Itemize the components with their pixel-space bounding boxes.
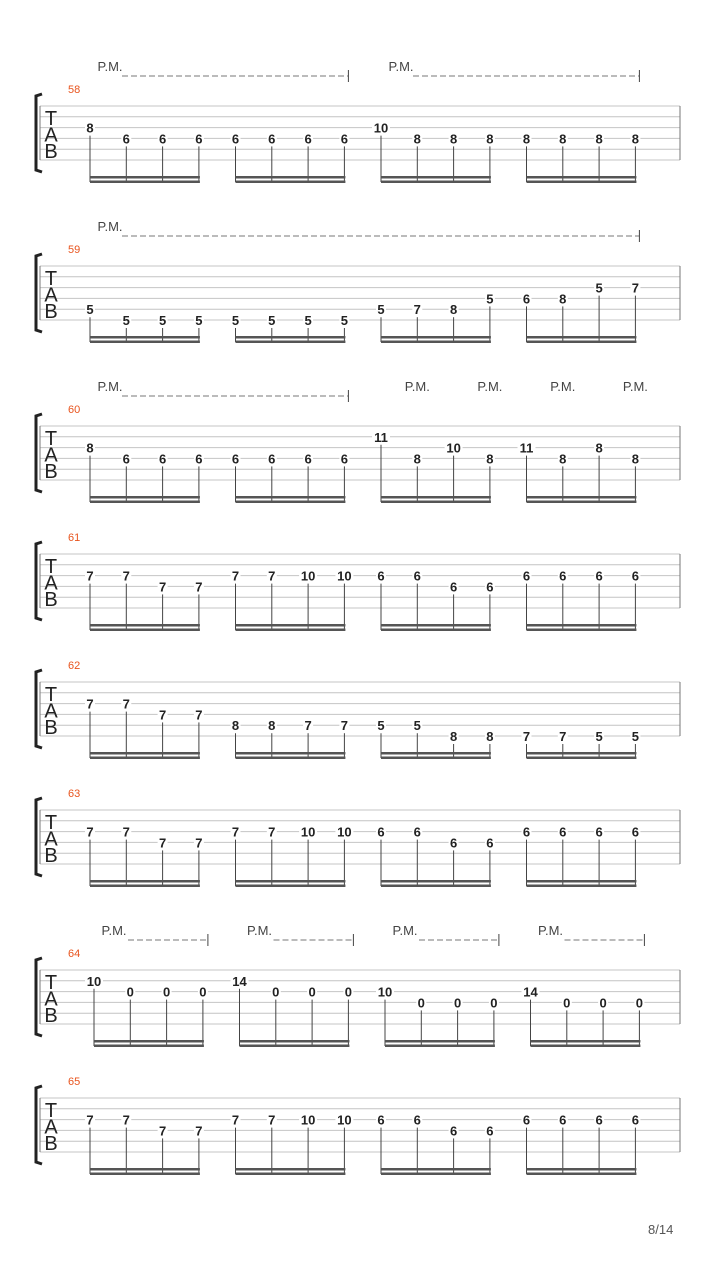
fret-number: 5 xyxy=(86,302,94,318)
beam xyxy=(236,757,346,760)
fret-number: 0 xyxy=(453,995,462,1011)
fret-number: 10 xyxy=(300,1112,316,1128)
fret-number: 0 xyxy=(126,984,134,1000)
fret-number: 6 xyxy=(377,1112,385,1128)
fret-number: 6 xyxy=(340,451,349,467)
beam xyxy=(94,1040,204,1043)
fret-number: 7 xyxy=(340,718,349,734)
fret-number: 7 xyxy=(86,824,94,840)
fret-number: 5 xyxy=(122,313,130,328)
palm-mute-label: P.M. xyxy=(404,379,430,394)
fret-number: 6 xyxy=(413,1112,421,1128)
beam xyxy=(90,629,200,632)
beam xyxy=(90,341,200,344)
fret-number: 0 xyxy=(599,995,607,1011)
beam xyxy=(381,1168,491,1171)
tab-letter: B xyxy=(44,717,58,739)
beam xyxy=(94,1045,204,1048)
fret-number: 7 xyxy=(158,579,167,595)
beam xyxy=(381,1173,491,1176)
tab-letter: B xyxy=(44,845,58,867)
bar-number: 65 xyxy=(68,1076,81,1088)
tab-letter: A xyxy=(44,444,58,467)
tab-letter: T xyxy=(44,556,58,578)
fret-number: 6 xyxy=(195,131,203,147)
tab-letter: T xyxy=(44,428,58,450)
fret-number: 8 xyxy=(522,131,531,147)
fret-number: 8 xyxy=(559,451,567,467)
tab-letter: T xyxy=(44,684,58,706)
tab-letter: T xyxy=(44,268,58,290)
beam xyxy=(381,885,491,888)
beam xyxy=(381,757,491,760)
fret-number: 6 xyxy=(377,824,385,840)
beam xyxy=(531,1040,641,1043)
fret-number: 11 xyxy=(374,429,388,445)
fret-number: 8 xyxy=(449,729,458,744)
beam xyxy=(531,1045,641,1048)
fret-number: 6 xyxy=(231,451,240,467)
tab-letter: B xyxy=(44,589,58,611)
fret-number: 7 xyxy=(195,579,203,595)
beam xyxy=(236,624,346,627)
beam xyxy=(381,880,491,883)
fret-number: 8 xyxy=(595,131,603,147)
fret-number: 0 xyxy=(417,995,425,1011)
fret-number: 0 xyxy=(344,984,353,1000)
fret-number: 5 xyxy=(377,718,385,734)
fret-number: 7 xyxy=(86,568,94,584)
bar-number: 63 xyxy=(68,788,81,800)
fret-number: 5 xyxy=(377,302,385,318)
beam xyxy=(527,341,637,344)
fret-number: 10 xyxy=(377,984,393,1000)
bar-number: 64 xyxy=(68,948,81,960)
fret-number: 6 xyxy=(486,579,494,595)
beam xyxy=(90,1168,200,1171)
beam xyxy=(236,885,346,888)
fret-number: 6 xyxy=(559,824,567,840)
beam xyxy=(527,1168,637,1171)
fret-number: 8 xyxy=(595,440,603,456)
fret-number: 7 xyxy=(559,729,567,744)
palm-mute-label: P.M. xyxy=(550,379,576,394)
beam xyxy=(527,757,637,760)
fret-number: 6 xyxy=(595,824,603,840)
beam xyxy=(236,880,346,883)
fret-number: 6 xyxy=(522,291,531,307)
beam xyxy=(236,496,346,499)
fret-number: 7 xyxy=(158,835,167,851)
beam xyxy=(240,1045,350,1048)
fret-number: 6 xyxy=(522,568,531,584)
beam xyxy=(527,880,637,883)
fret-number: 8 xyxy=(559,291,567,307)
fret-number: 8 xyxy=(268,718,276,734)
fret-number: 7 xyxy=(413,302,421,318)
fret-number: 7 xyxy=(231,1112,240,1128)
tab-letter: T xyxy=(44,108,58,130)
beam xyxy=(381,496,491,499)
palm-mute-label: P.M. xyxy=(246,923,273,938)
fret-number: 7 xyxy=(195,707,203,723)
fret-number: 0 xyxy=(199,984,207,1000)
palm-mute-label: P.M. xyxy=(97,59,123,74)
fret-number: 6 xyxy=(413,568,421,584)
beam xyxy=(236,176,346,179)
fret-number: 6 xyxy=(340,131,349,147)
fret-number: 10 xyxy=(446,440,461,456)
fret-number: 6 xyxy=(631,824,640,840)
fret-number: 7 xyxy=(522,729,531,744)
fret-number: 7 xyxy=(86,696,94,712)
fret-number: 6 xyxy=(122,131,130,147)
beam xyxy=(381,752,491,755)
fret-number: 7 xyxy=(231,568,240,584)
fret-number: 6 xyxy=(486,1123,494,1139)
tab-letter: A xyxy=(44,124,58,147)
fret-number: 0 xyxy=(635,995,644,1011)
beam xyxy=(381,629,491,632)
beam xyxy=(381,336,491,339)
fret-number: 6 xyxy=(559,1112,567,1128)
fret-number: 6 xyxy=(158,131,167,147)
bar-number: 62 xyxy=(68,660,81,672)
fret-number: 10 xyxy=(86,973,102,989)
palm-mute-label: P.M. xyxy=(101,923,127,938)
fret-number: 8 xyxy=(231,718,240,734)
beam xyxy=(527,181,637,184)
fret-number: 14 xyxy=(523,984,538,1000)
beam xyxy=(90,1173,200,1176)
fret-number: 6 xyxy=(522,824,531,840)
fret-number: 8 xyxy=(449,302,458,318)
beam xyxy=(90,880,200,883)
palm-mute-label: P.M. xyxy=(622,379,648,394)
fret-number: 10 xyxy=(337,1112,352,1128)
tab-letter: T xyxy=(44,1100,58,1122)
fret-number: 6 xyxy=(268,131,276,147)
fret-number: 5 xyxy=(268,313,276,328)
fret-number: 5 xyxy=(413,718,421,734)
beam xyxy=(236,336,346,339)
fret-number: 7 xyxy=(631,280,640,296)
tab-letter: A xyxy=(44,700,58,723)
beam xyxy=(90,885,200,888)
fret-number: 7 xyxy=(268,824,276,840)
fret-number: 6 xyxy=(413,824,421,840)
fret-number: 14 xyxy=(232,973,247,989)
fret-number: 0 xyxy=(162,984,171,1000)
fret-number: 8 xyxy=(449,131,458,147)
tab-letter: A xyxy=(44,284,58,307)
tab-letter: A xyxy=(44,988,58,1011)
fret-number: 6 xyxy=(522,1112,531,1128)
fret-number: 6 xyxy=(595,568,603,584)
fret-number: 10 xyxy=(373,120,389,136)
fret-number: 10 xyxy=(337,568,352,584)
fret-number: 8 xyxy=(86,120,94,136)
tab-letter: A xyxy=(44,572,58,595)
fret-number: 8 xyxy=(559,131,567,147)
beam xyxy=(90,624,200,627)
beam xyxy=(90,757,200,760)
fret-number: 6 xyxy=(595,1112,603,1128)
beam xyxy=(527,1173,637,1176)
palm-mute-label: P.M. xyxy=(477,379,503,394)
fret-number: 7 xyxy=(304,718,312,734)
palm-mute-label: P.M. xyxy=(97,219,123,234)
fret-number: 6 xyxy=(631,1112,640,1128)
tab-letter: B xyxy=(44,1133,58,1155)
tab-letter: T xyxy=(44,812,58,834)
fret-number: 8 xyxy=(486,729,494,744)
palm-mute-label: P.M. xyxy=(97,379,123,394)
fret-number: 6 xyxy=(449,835,458,851)
fret-number: 8 xyxy=(631,131,640,147)
fret-number: 5 xyxy=(595,729,603,744)
fret-number: 8 xyxy=(413,131,421,147)
bar-number: 60 xyxy=(68,404,81,416)
fret-number: 6 xyxy=(231,131,240,147)
fret-number: 6 xyxy=(122,451,130,467)
fret-number: 6 xyxy=(377,568,385,584)
beam xyxy=(90,496,200,499)
fret-number: 5 xyxy=(631,729,640,744)
fret-number: 7 xyxy=(231,824,240,840)
fret-number: 10 xyxy=(300,824,316,840)
beam xyxy=(90,336,200,339)
tab-letter: A xyxy=(44,828,58,851)
beam xyxy=(527,629,637,632)
fret-number: 0 xyxy=(308,984,316,1000)
fret-number: 7 xyxy=(158,707,167,723)
fret-number: 5 xyxy=(195,313,203,328)
beam xyxy=(527,176,637,179)
beam xyxy=(236,341,346,344)
fret-number: 8 xyxy=(631,451,640,467)
fret-number: 6 xyxy=(486,835,494,851)
fret-number: 7 xyxy=(86,1112,94,1128)
palm-mute-label: P.M. xyxy=(388,59,414,74)
bar-number: 58 xyxy=(68,84,81,96)
fret-number: 7 xyxy=(122,696,130,712)
bar-number: 59 xyxy=(68,244,81,256)
fret-number: 7 xyxy=(195,835,203,851)
beam xyxy=(527,752,637,755)
tab-letter: B xyxy=(44,461,58,483)
palm-mute-label: P.M. xyxy=(537,923,564,938)
fret-number: 7 xyxy=(268,1112,276,1128)
fret-number: 6 xyxy=(304,451,312,467)
fret-number: 8 xyxy=(86,440,94,456)
palm-mute-label: P.M. xyxy=(392,923,418,938)
tab-letter: T xyxy=(44,972,58,994)
fret-number: 0 xyxy=(272,984,280,1000)
fret-number: 6 xyxy=(559,568,567,584)
fret-number: 7 xyxy=(122,568,130,584)
fret-number: 8 xyxy=(413,451,421,467)
fret-number: 8 xyxy=(486,131,494,147)
fret-number: 5 xyxy=(486,291,494,307)
fret-number: 7 xyxy=(122,824,130,840)
beam xyxy=(236,629,346,632)
beam xyxy=(527,336,637,339)
beam xyxy=(385,1040,495,1043)
fret-number: 5 xyxy=(304,313,312,328)
beam xyxy=(236,752,346,755)
beam xyxy=(381,341,491,344)
beam xyxy=(381,176,491,179)
fret-number: 5 xyxy=(231,313,240,328)
bar-number: 61 xyxy=(68,532,81,544)
beam xyxy=(236,1173,346,1176)
tab-letter: A xyxy=(44,1116,58,1139)
fret-number: 8 xyxy=(486,451,494,467)
fret-number: 6 xyxy=(631,568,640,584)
page-number: 8/14 xyxy=(648,1222,674,1237)
fret-number: 5 xyxy=(340,313,349,328)
fret-number: 6 xyxy=(195,451,203,467)
fret-number: 5 xyxy=(158,313,167,328)
beam xyxy=(527,885,637,888)
fret-number: 6 xyxy=(449,579,458,595)
beam xyxy=(527,496,637,499)
beam xyxy=(381,624,491,627)
fret-number: 6 xyxy=(268,451,276,467)
fret-number: 7 xyxy=(122,1112,130,1128)
fret-number: 6 xyxy=(158,451,167,467)
fret-number: 10 xyxy=(337,824,352,840)
beam xyxy=(385,1045,495,1048)
beam xyxy=(381,501,491,504)
beam xyxy=(236,1168,346,1171)
tab-letter: B xyxy=(44,1005,58,1027)
beam xyxy=(236,181,346,184)
fret-number: 7 xyxy=(195,1123,203,1139)
fret-number: 6 xyxy=(449,1123,458,1139)
beam xyxy=(381,181,491,184)
fret-number: 7 xyxy=(268,568,276,584)
fret-number: 0 xyxy=(563,995,571,1011)
fret-number: 11 xyxy=(519,440,534,456)
fret-number: 7 xyxy=(158,1123,167,1139)
beam xyxy=(90,752,200,755)
beam xyxy=(236,501,346,504)
fret-number: 10 xyxy=(300,568,316,584)
beam xyxy=(90,501,200,504)
beam xyxy=(90,176,200,179)
fret-number: 6 xyxy=(304,131,312,147)
beam xyxy=(90,181,200,184)
beam xyxy=(240,1040,350,1043)
tab-letter: B xyxy=(44,141,58,163)
fret-number: 5 xyxy=(595,280,603,296)
fret-number: 0 xyxy=(490,995,498,1011)
beam xyxy=(527,501,637,504)
beam xyxy=(527,624,637,627)
tab-letter: B xyxy=(44,301,58,323)
